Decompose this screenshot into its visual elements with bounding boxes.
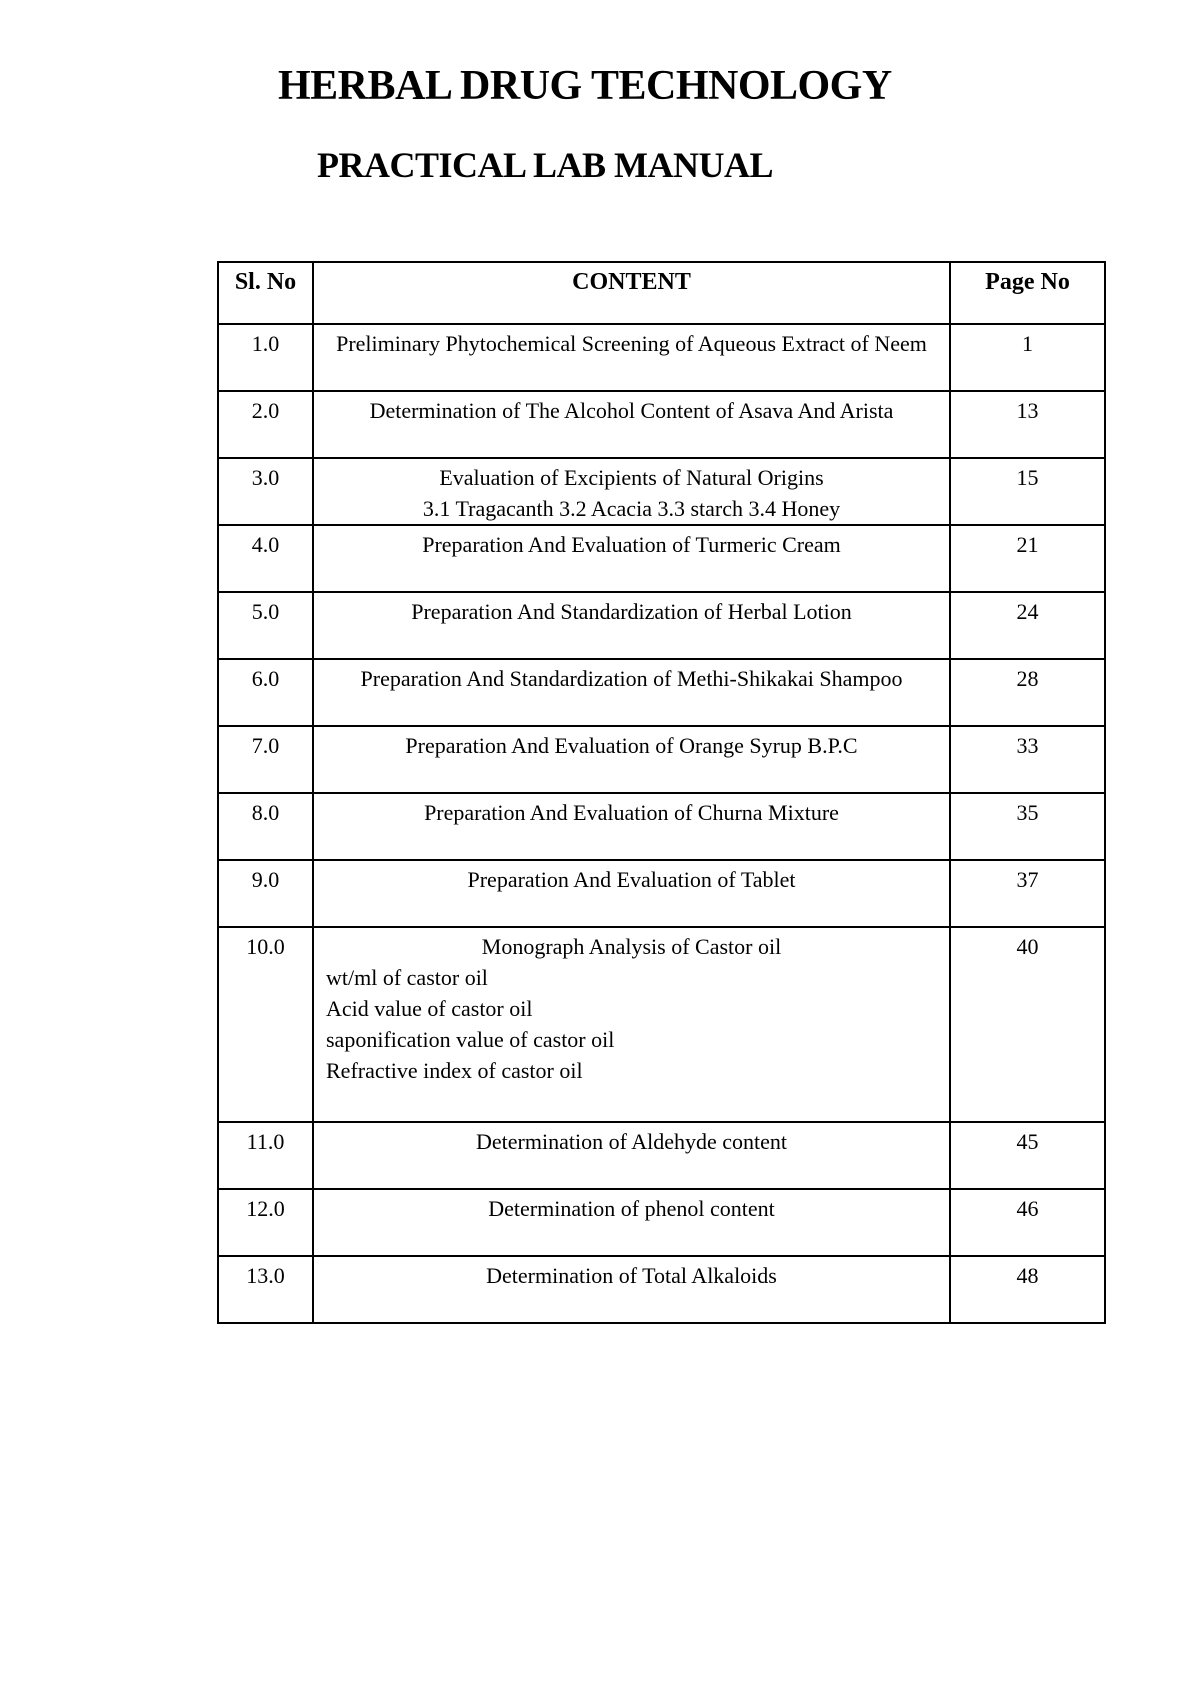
content-cell bbox=[313, 860, 950, 927]
content-line: Determination of phenol content bbox=[488, 1196, 775, 1221]
table-row bbox=[218, 458, 1105, 525]
content-line: Determination of Aldehyde content bbox=[476, 1129, 787, 1154]
page-no-cell: 33 bbox=[950, 726, 1105, 793]
header-row bbox=[218, 262, 1105, 324]
sl-no-cell: 12.0 bbox=[218, 1189, 313, 1256]
page-no-cell: 24 bbox=[950, 592, 1105, 659]
table-row bbox=[218, 391, 1105, 458]
content-line: Preparation And Evaluation of Churna Mixture bbox=[424, 800, 839, 825]
content-sub-item: Refractive index of castor oil bbox=[326, 1058, 583, 1083]
header-content: CONTENT bbox=[313, 262, 950, 324]
page-no-cell: 48 bbox=[950, 1256, 1105, 1323]
content-cell bbox=[313, 659, 950, 726]
content-sub-item: wt/ml of castor oil bbox=[326, 965, 488, 990]
table-row bbox=[218, 1122, 1105, 1189]
content-cell bbox=[313, 324, 950, 391]
content-line: Preparation And Standardization of Methi-Shikakai Shampoo bbox=[360, 666, 903, 691]
sl-no-cell: 13.0 bbox=[218, 1256, 313, 1323]
sl-no-cell: 6.0 bbox=[218, 659, 313, 726]
table-row bbox=[218, 659, 1105, 726]
table-row bbox=[218, 793, 1105, 860]
document-title: HERBAL DRUG TECHNOLOGY bbox=[278, 63, 892, 109]
page-no-cell: 37 bbox=[950, 860, 1105, 927]
page-no-cell: 28 bbox=[950, 659, 1105, 726]
content-line: Preparation And Evaluation of Tablet bbox=[467, 867, 796, 892]
sl-no-cell: 5.0 bbox=[218, 592, 313, 659]
content-line: Determination of Total Alkaloids bbox=[486, 1263, 777, 1288]
table-row bbox=[218, 592, 1105, 659]
page-no-cell: 45 bbox=[950, 1122, 1105, 1189]
content-line: 3.1 Tragacanth 3.2 Acacia 3.3 starch 3.4 Honey bbox=[422, 496, 841, 521]
content-sub-item: Acid value of castor oil bbox=[326, 996, 533, 1021]
sl-no-cell: 1.0 bbox=[218, 324, 313, 391]
table-row bbox=[218, 860, 1105, 927]
sl-no-cell: 9.0 bbox=[218, 860, 313, 927]
content-line: Preliminary Phytochemical Screening of Aqueous Extract of Neem bbox=[336, 331, 927, 356]
content-cell bbox=[313, 592, 950, 659]
contents-table-header bbox=[218, 262, 1105, 324]
content-line: Monograph Analysis of Castor oil bbox=[481, 934, 782, 959]
content-line: Determination of The Alcohol Content of Asava And Arista bbox=[369, 398, 894, 423]
document-subtitle: PRACTICAL LAB MANUAL bbox=[317, 145, 774, 185]
table-row bbox=[218, 525, 1105, 592]
page-no-cell: 15 bbox=[950, 458, 1105, 525]
page-no-cell: 13 bbox=[950, 391, 1105, 458]
contents-table bbox=[217, 261, 1106, 1324]
content-cell bbox=[313, 1122, 950, 1189]
header-sl-no: Sl. No bbox=[218, 262, 313, 324]
page-no-cell: 40 bbox=[950, 927, 1105, 1122]
content-cell bbox=[313, 793, 950, 860]
content-sub-item: saponification value of castor oil bbox=[326, 1027, 615, 1052]
content-line: Preparation And Evaluation of Orange Syrup B.P.C bbox=[405, 733, 858, 758]
page-no-cell: 35 bbox=[950, 793, 1105, 860]
content-cell bbox=[313, 927, 950, 1122]
content-cell bbox=[313, 1256, 950, 1323]
content-cell bbox=[313, 726, 950, 793]
sl-no-cell: 7.0 bbox=[218, 726, 313, 793]
table-row bbox=[218, 927, 1105, 1122]
content-cell bbox=[313, 458, 950, 525]
table-row bbox=[218, 324, 1105, 391]
content-line: Evaluation of Excipients of Natural Origins bbox=[439, 465, 824, 490]
content-line: Preparation And Standardization of Herbal Lotion bbox=[411, 599, 852, 624]
sl-no-cell: 11.0 bbox=[218, 1122, 313, 1189]
header-page-no: Page No bbox=[950, 262, 1105, 324]
contents-table-body bbox=[218, 324, 1105, 1323]
sl-no-cell: 4.0 bbox=[218, 525, 313, 592]
sl-no-cell: 3.0 bbox=[218, 458, 313, 525]
table-row bbox=[218, 726, 1105, 793]
content-cell bbox=[313, 1189, 950, 1256]
sl-no-cell: 2.0 bbox=[218, 391, 313, 458]
content-line: Preparation And Evaluation of Turmeric Cream bbox=[422, 532, 841, 557]
page-no-cell: 1 bbox=[950, 324, 1105, 391]
content-cell bbox=[313, 391, 950, 458]
sl-no-cell: 8.0 bbox=[218, 793, 313, 860]
sl-no-cell: 10.0 bbox=[218, 927, 313, 1122]
page-no-cell: 21 bbox=[950, 525, 1105, 592]
table-row bbox=[218, 1256, 1105, 1323]
content-cell bbox=[313, 525, 950, 592]
table-row bbox=[218, 1189, 1105, 1256]
page-no-cell: 46 bbox=[950, 1189, 1105, 1256]
